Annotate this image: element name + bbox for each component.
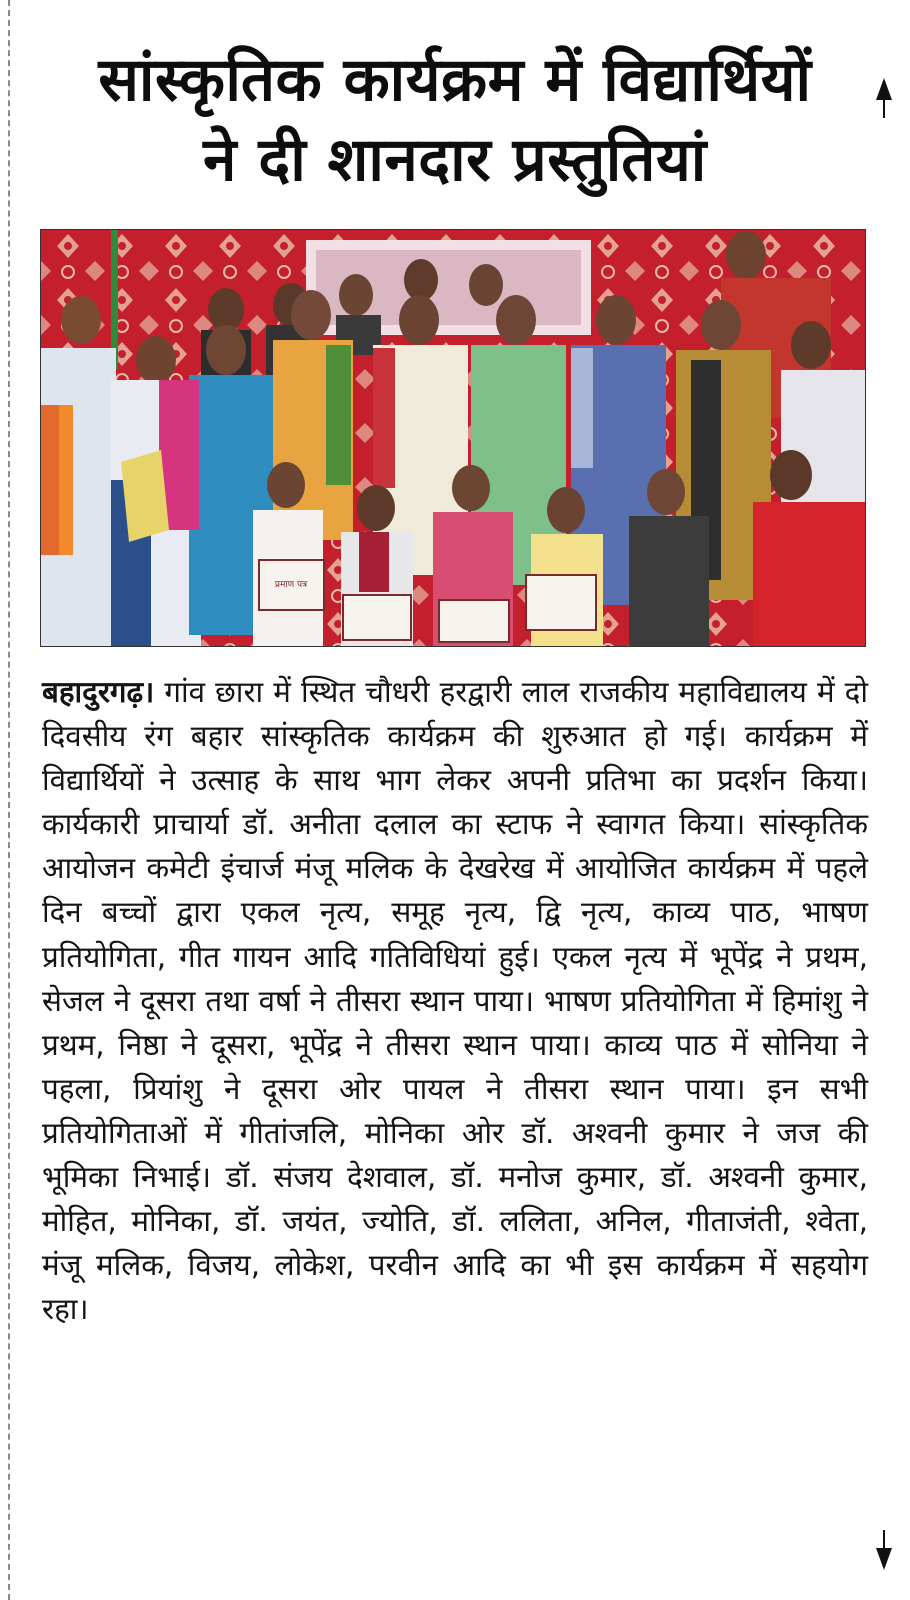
headline <box>30 40 880 200</box>
clipping-dashed-border <box>8 0 10 1600</box>
group-photo <box>40 229 866 647</box>
article-text: गांव छारा में स्थित चौधरी हरद्वारी लाल राजकीय महाविद्यालय में दो दिवसीय रंग बहार सांस्कृतिक कार्यक्रम की शुरुआत हो गई। कार्यक्रम में विद्यार्थियों ने उत्साह के साथ भाग लेकर अपनी प्रतिभा का प्रदर्शन किया। कार्यकारी प्राचार्या डॉ. अनीता दलाल का स्टाफ ने स्वागत किया। सांस्कृतिक आयोजन कमेटी इंचार्ज मंजू मलिक के देखरेख में आयोजित कार्यक्रम में पहले दिन बच्चों द्वारा एकल नृत्य, समूह नृत्य, द्वि नृत्य, काव्य पाठ, भाषण प्रतियोगिता, गीत गायन आदि गतिविधियां हुई। एकल नृत्य में भूपेंद्र ने प्रथम, सेजल ने दूसरा तथा वर्षा ने तीसरा स्थान पाया। भाषण प्रतियोगिता में हिमांशु ने प्रथम, निष्ठा ने दूसरा, भूपेंद्र ने तीसरा स्थान पाया। काव्य पाठ में सोनिया ने पहला, प्रियांशु ने दूसरा ओर पायल ने तीसरा स्थान पाया। इन सभी प्रतियोगिताओं में गीतांजलि, मोनिका ओर डॉ. अश्वनी कुमार ने जज की भूमिका निभाई। डॉ. संजय देशवाल, डॉ. मनोज कुमार, डॉ. अश्वनी कुमार, मोहित, मोनिका, डॉ. जयंत, ज्योति, डॉ. ललिता, अनिल, गीताजंती, श्वेता, मंजू मलिक, विजय, लोकेश, परवीन आदि का भी इस कार्यक्रम में सहयोग रहा। <box>42 675 868 1327</box>
headline-line-1: सांस्कृतिक कार्यक्रम में विद्यार्थियों <box>98 45 812 115</box>
folder-held <box>121 450 169 542</box>
arrow-down-icon <box>876 1548 892 1570</box>
headline-line-2: ने दी शानदार प्रस्तुतियां <box>203 125 707 195</box>
article-body <box>42 670 868 1331</box>
dateline: बहादुरगढ़। <box>42 675 155 709</box>
certificate-label: प्रमाण पत्र <box>274 580 308 590</box>
arrow-up-stem <box>883 96 885 118</box>
